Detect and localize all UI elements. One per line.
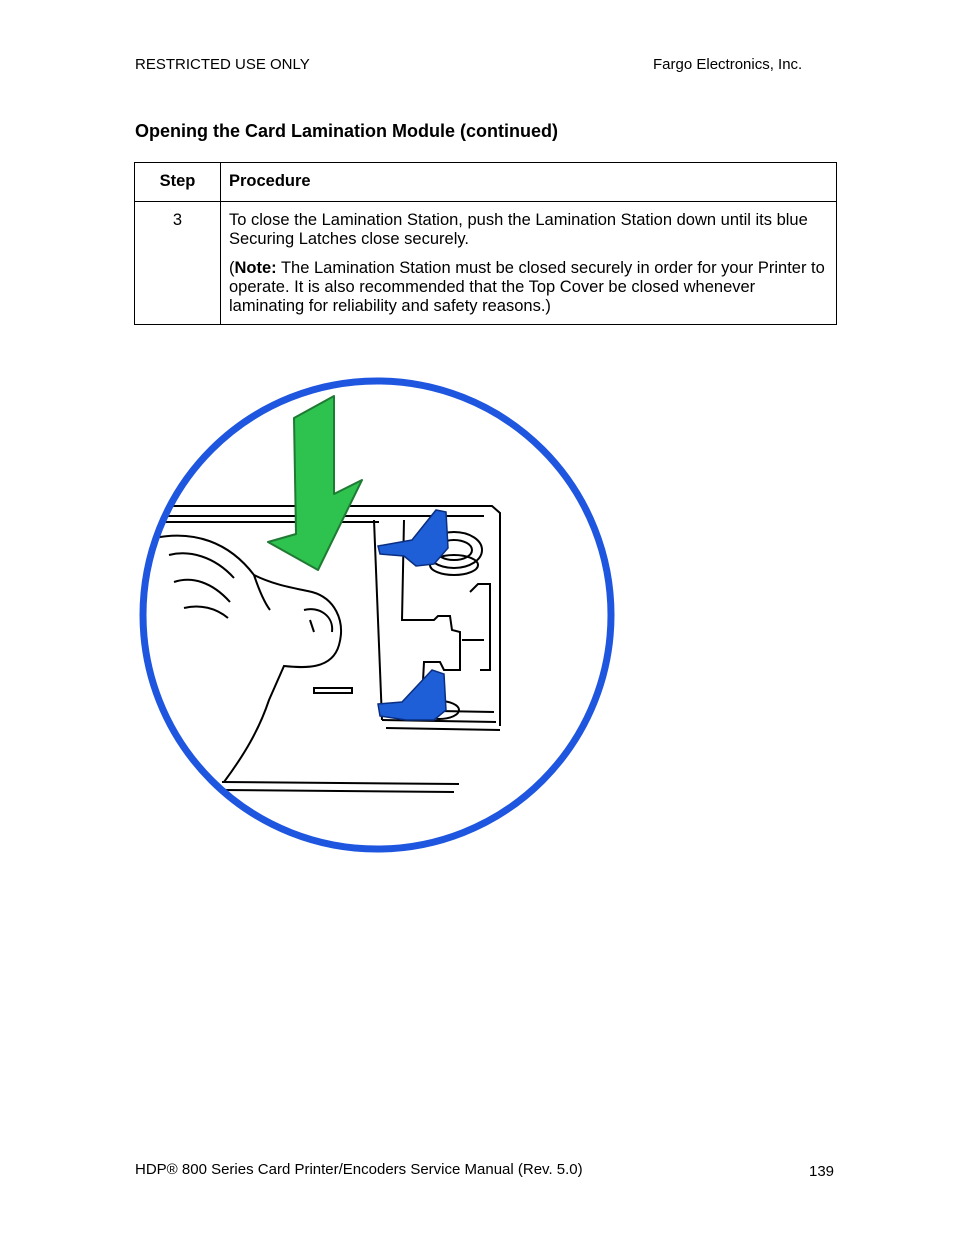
section-title: Opening the Card Lamination Module (continued) xyxy=(135,121,558,141)
page-header-left: RESTRICTED USE ONLY xyxy=(135,56,310,73)
note-open-paren: ( xyxy=(229,259,235,277)
table-header-row xyxy=(135,163,837,202)
table-row xyxy=(135,202,837,325)
step-number: 3 xyxy=(135,202,221,325)
page-number: 139 xyxy=(809,1163,835,1180)
procedure-cell xyxy=(221,202,837,325)
procedure-text: To close the Lamination Station, push the Lamination Station down until its blue Securing Latches close securely. xyxy=(229,211,808,248)
procedure-column-header: Procedure xyxy=(221,163,837,202)
step-column-header: Step xyxy=(135,163,221,202)
note-label: Note: xyxy=(234,259,277,277)
procedure-table xyxy=(134,162,837,325)
page-header-right: Fargo Electronics, Inc. xyxy=(653,56,803,73)
hand-pushing-lamination-station-illustration xyxy=(134,370,624,860)
note-text: The Lamination Station must be closed securely in order for your Printer to operate. It is also recommended that the Top Cover be closed whenever laminating for reliability and safety reasons.) xyxy=(229,259,825,315)
page-footer-left: HDP® 800 Series Card Printer/Encoders Service Manual (Rev. 5.0) xyxy=(135,1161,583,1178)
procedure-note xyxy=(229,259,828,316)
